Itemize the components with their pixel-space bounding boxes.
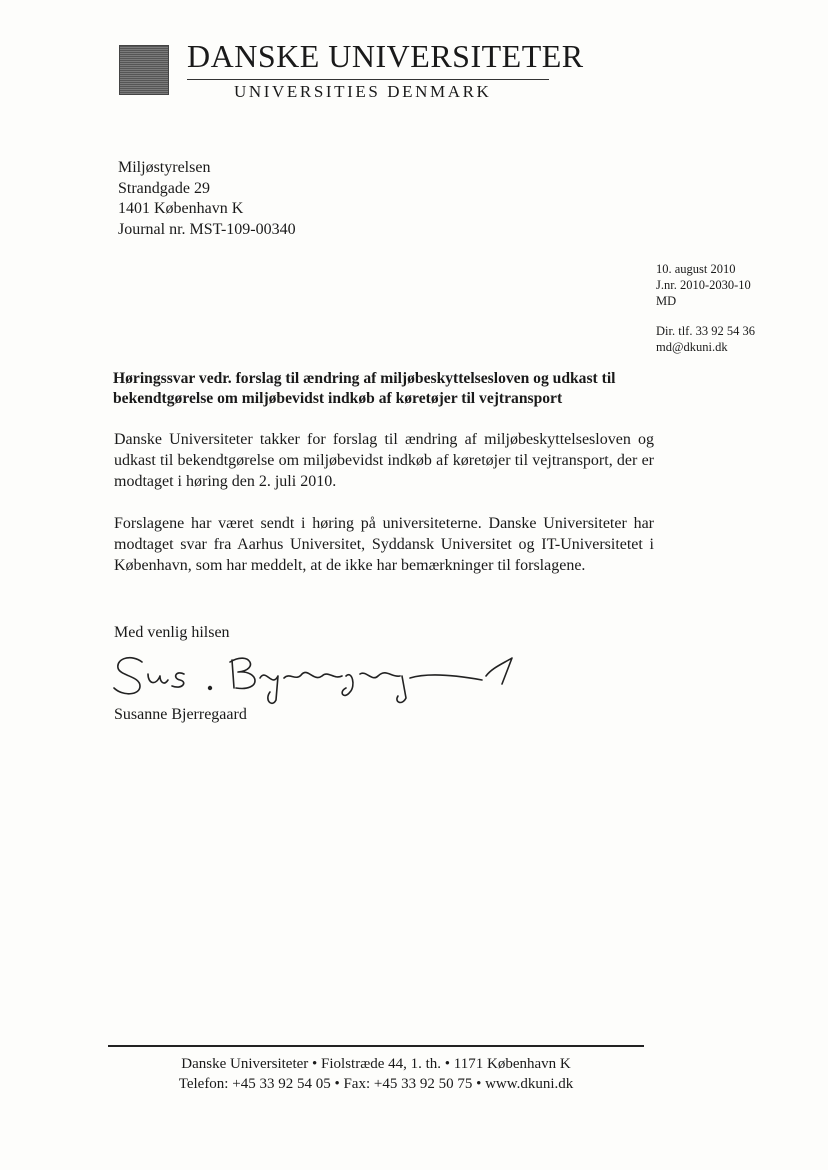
recipient-city: 1401 København K xyxy=(118,200,244,217)
letterhead-subtitle: UNIVERSITIES DENMARK xyxy=(234,82,492,101)
closing-salutation: Med venlig hilsen xyxy=(114,624,230,641)
recipient-name: Miljøstyrelsen xyxy=(118,159,211,176)
signer-name: Susanne Bjerregaard xyxy=(114,706,247,723)
footer-contact: Telefon: +45 33 92 54 05 • Fax: +45 33 92 50 75 • www.dkuni.dk xyxy=(178,1076,574,1092)
footer-divider xyxy=(108,1045,644,1047)
body-paragraph-1: Danske Universiteter takker for forslag til ændring af miljøbeskyttelsesloven og udkast til bekendtgørelse om miljøbevidst indkøb af køretøjer til vejtransport, der er modtaget i høring den 2. juli 2010. xyxy=(114,431,654,490)
body-paragraph-2: Forslagene har været sendt i høring på universiteterne. Danske Universiteter har modtaget svar fra Aarhus Universitet, Syddansk Universitet og IT-Universitetet i København, som har meddelt, at de ikke har bemærkninger til forslagene. xyxy=(114,515,654,574)
footer-address: Danske Universiteter • Fiolstræde 44, 1. th. • 1171 København K xyxy=(181,1056,571,1072)
recipient-journal: Journal nr. MST-109-00340 xyxy=(118,220,296,238)
contact-email: md@dkuni.dk xyxy=(656,340,728,354)
letter-subject: Høringssvar vedr. forslag til ændring af miljøbeskyttelsesloven og udkast til bekendtgørelse om miljøbevidst indkøb af køretøjer til vejtransport xyxy=(113,370,616,407)
letterhead-title: DANSKE UNIVERSITETER xyxy=(187,38,584,74)
letter-jnr: J.nr. 2010-2030-10 xyxy=(656,278,751,292)
recipient-street: Strandgade 29 xyxy=(118,179,210,197)
recipient-address xyxy=(118,158,418,240)
logo-mark xyxy=(119,45,169,95)
contact-phone: Dir. tlf. 33 92 54 36 xyxy=(656,324,755,338)
letter-meta xyxy=(656,261,816,355)
letter-initials: MD xyxy=(656,294,677,308)
letterhead-rule xyxy=(187,79,549,80)
footer xyxy=(108,1054,644,1094)
letter-date: 10. august 2010 xyxy=(656,262,736,276)
handwritten-signature xyxy=(110,648,530,710)
